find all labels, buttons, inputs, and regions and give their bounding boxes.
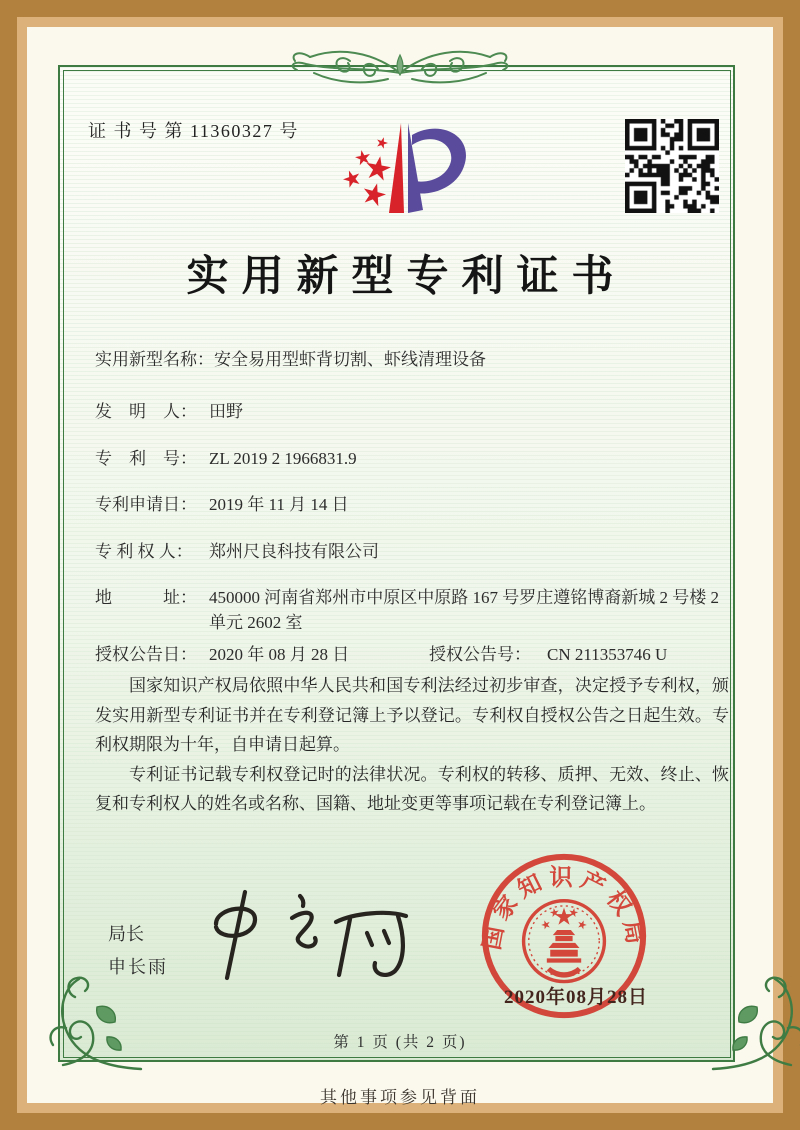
seal-date: 2020年08月28日 bbox=[503, 987, 648, 1008]
field-label: 地 址： bbox=[95, 588, 197, 607]
field-value: 郑州尺良科技有限公司 bbox=[209, 542, 379, 561]
field-row-patentee bbox=[95, 540, 743, 565]
seal-arc-text: 国家知识产权局 bbox=[479, 864, 649, 953]
page-number: 第 1 页 (共 2 页) bbox=[333, 1034, 467, 1051]
qr-code bbox=[625, 119, 719, 213]
field-value: 2019 年 11 月 14 日 bbox=[209, 495, 349, 514]
field-label: 授权公告日： bbox=[95, 645, 197, 664]
director-title: 局长 bbox=[108, 924, 144, 944]
field-value: 450000 河南省郑州市中原区中原路 167 号罗庄遵铭博裔新城 2 号楼 2 单元 2602 室 bbox=[209, 588, 719, 632]
field-value: 安全易用型虾背切割、虾线清理设备 bbox=[214, 350, 486, 369]
field-value: CN 211353746 U bbox=[547, 645, 668, 664]
field-label: 专 利 权 人： bbox=[95, 542, 193, 561]
corner-flourish-bottom-right-icon bbox=[701, 965, 800, 1077]
certificate-number: 证 书 号 第 11360327 号 bbox=[88, 121, 299, 141]
legal-paragraph: 专利证书记载专利权登记时的法律状况。专利权的转移、质押、无效、终止、恢复和专利权人的姓名或名称、国籍、地址变更等事项记载在专利登记簿上。 bbox=[95, 764, 729, 813]
director-handwritten-signature bbox=[200, 882, 430, 992]
national-emblem-icon bbox=[524, 901, 605, 982]
field-row-filing-date bbox=[95, 493, 743, 518]
dragon-border-ornament-icon bbox=[250, 39, 550, 101]
corner-flourish-bottom-left-icon bbox=[41, 965, 153, 1077]
field-label: 实用新型名称： bbox=[95, 350, 214, 369]
cnipa-logo-icon bbox=[332, 103, 487, 235]
legal-paragraph: 国家知识产权局依照中华人民共和国专利法经过初步审查，决定授予专利权，颁发实用新型专利证书并在专利登记簿上予以登记。专利权自授权公告之日起生效。专利权期限为十年，自申请日起算。 bbox=[95, 676, 729, 754]
legal-text-block bbox=[95, 671, 729, 819]
back-side-note: 其他事项参见背面 bbox=[320, 1088, 480, 1107]
field-label: 授权公告号： bbox=[429, 645, 531, 664]
field-row-address bbox=[95, 586, 743, 635]
field-label: 专利申请日： bbox=[95, 495, 197, 514]
field-value: 2020 年 08 月 28 日 bbox=[209, 645, 350, 664]
director-name: 申长雨 bbox=[108, 957, 168, 977]
certificate-paper bbox=[27, 27, 773, 1107]
field-value: ZL 2019 2 1966831.9 bbox=[209, 449, 357, 468]
field-value: 田野 bbox=[209, 402, 243, 421]
field-row-inventor bbox=[95, 400, 743, 425]
field-label: 专 利 号： bbox=[95, 449, 197, 468]
certificate-title: 实用新型专利证书 bbox=[186, 254, 627, 300]
field-row-patent-number bbox=[95, 447, 743, 472]
field-row-utility-model-name bbox=[95, 348, 743, 373]
field-row-grant-publication bbox=[95, 643, 743, 668]
field-label: 发 明 人： bbox=[95, 402, 197, 421]
